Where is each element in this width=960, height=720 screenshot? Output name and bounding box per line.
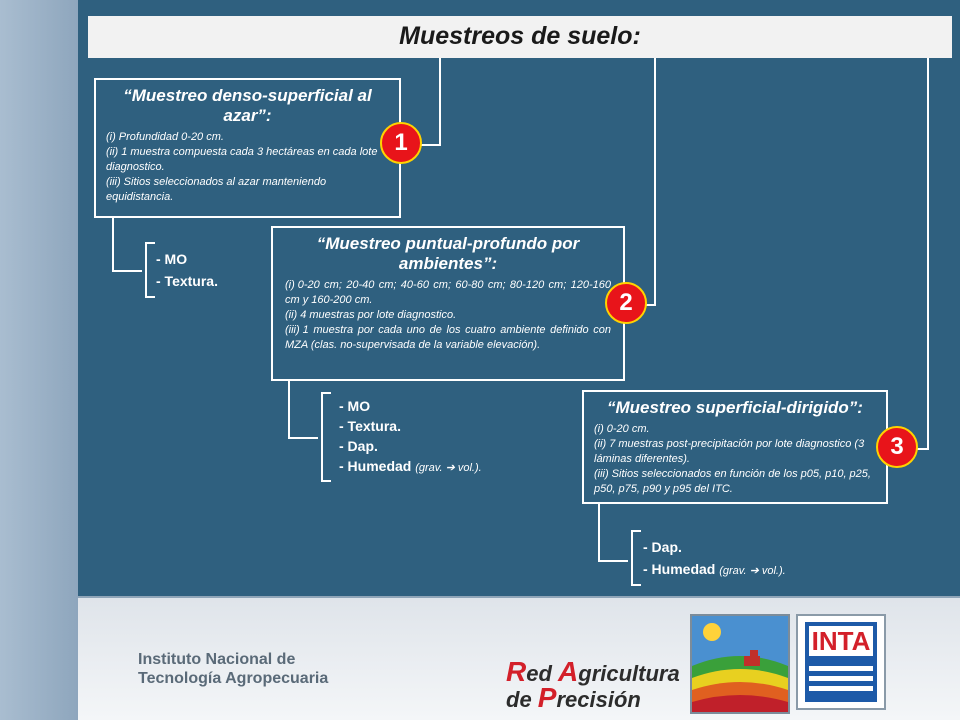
connector-1-vertical — [439, 58, 441, 146]
box-2-var-4: - Humedad (grav. ➔ vol.). — [339, 458, 482, 474]
box-3-var-1: - Dap. — [643, 539, 682, 555]
connector-3-vertical — [927, 58, 929, 450]
box-3-item-2: (ii) 7 muestras post-precipitación por lote diagnostico (3 láminas diferentes). — [594, 438, 865, 465]
inta-logo — [796, 614, 886, 710]
box-3-item-1: (i) 0-20 cm. — [594, 423, 650, 435]
box-1-var-connector — [112, 218, 142, 272]
badge-1: 1 — [380, 122, 422, 164]
box-3-var-connector — [598, 504, 628, 562]
box-2-var-2: - Textura. — [339, 418, 401, 434]
box-1-heading: “Muestreo denso-superficial al azar”: — [123, 86, 372, 125]
box-3-heading: “Muestreo superficial-dirigido”: — [607, 398, 863, 417]
box-2-variables — [339, 396, 482, 478]
box-1-item-1: (i) Profundidad 0-20 cm. — [106, 131, 224, 143]
box-1-item-2: (ii) 1 muestra compuesta cada 3 hectáreas en cada lote diagnostico. — [106, 146, 378, 173]
box-2-var-3: - Dap. — [339, 438, 378, 454]
red-agricultura-logo: Red Agricultura de Precisión — [506, 656, 680, 713]
box-3-variables — [643, 536, 786, 582]
sampling-box-1 — [94, 78, 401, 218]
box-2-item-2: (ii) 4 muestras por lote diagnostico. — [285, 309, 457, 321]
slide-title: Muestreos de suelo: — [399, 22, 641, 50]
sampling-box-2 — [271, 226, 625, 381]
box-2-var-connector — [288, 381, 318, 439]
box-2-heading: “Muestreo puntual-profundo por ambientes”: — [316, 234, 580, 273]
box-1-var-bracket — [145, 242, 155, 298]
title-bar — [88, 16, 952, 58]
sampling-box-3 — [582, 390, 888, 504]
box-2-var-bracket — [321, 392, 331, 482]
box-1-var-2: - Textura. — [156, 273, 218, 289]
box-3-item-3: (iii) Sitios seleccionados en función de los p05, p10, p25, p50, p75, p90 y p95 del ITC. — [594, 468, 871, 495]
connector-2-vertical — [654, 58, 656, 306]
precision-agriculture-field-logo — [690, 614, 790, 714]
inta-logo-text: INTA — [809, 626, 873, 656]
box-1-variables — [156, 248, 218, 292]
badge-3: 3 — [876, 426, 918, 468]
institute-name: Instituto Nacional de Tecnología Agropecuaria — [138, 651, 329, 687]
connector-1-horizontal — [420, 144, 441, 146]
box-2-var-1: - MO — [339, 398, 371, 414]
left-decorative-strip — [0, 0, 78, 720]
box-2-item-1: (i) 0-20 cm; 20-40 cm; 40-60 cm; 60-80 cm; 80-120 cm; 120-160 cm y 160-200 cm. — [285, 279, 611, 306]
box-1-item-3: (iii) Sitios seleccionados al azar manteniendo equidistancia. — [106, 176, 327, 203]
box-1-var-1: - MO — [156, 251, 188, 267]
box-3-var-2: - Humedad (grav. ➔ vol.). — [643, 561, 786, 577]
box-1-list — [106, 130, 389, 205]
badge-2: 2 — [605, 282, 647, 324]
box-2-item-3: (iii) 1 muestra por cada uno de los cuatro ambiente definido con MZA (clas. no-supervisada de la variable elevación). — [285, 324, 611, 351]
box-2-list — [285, 278, 611, 353]
box-3-list — [594, 422, 876, 497]
box-3-var-bracket — [631, 530, 641, 586]
